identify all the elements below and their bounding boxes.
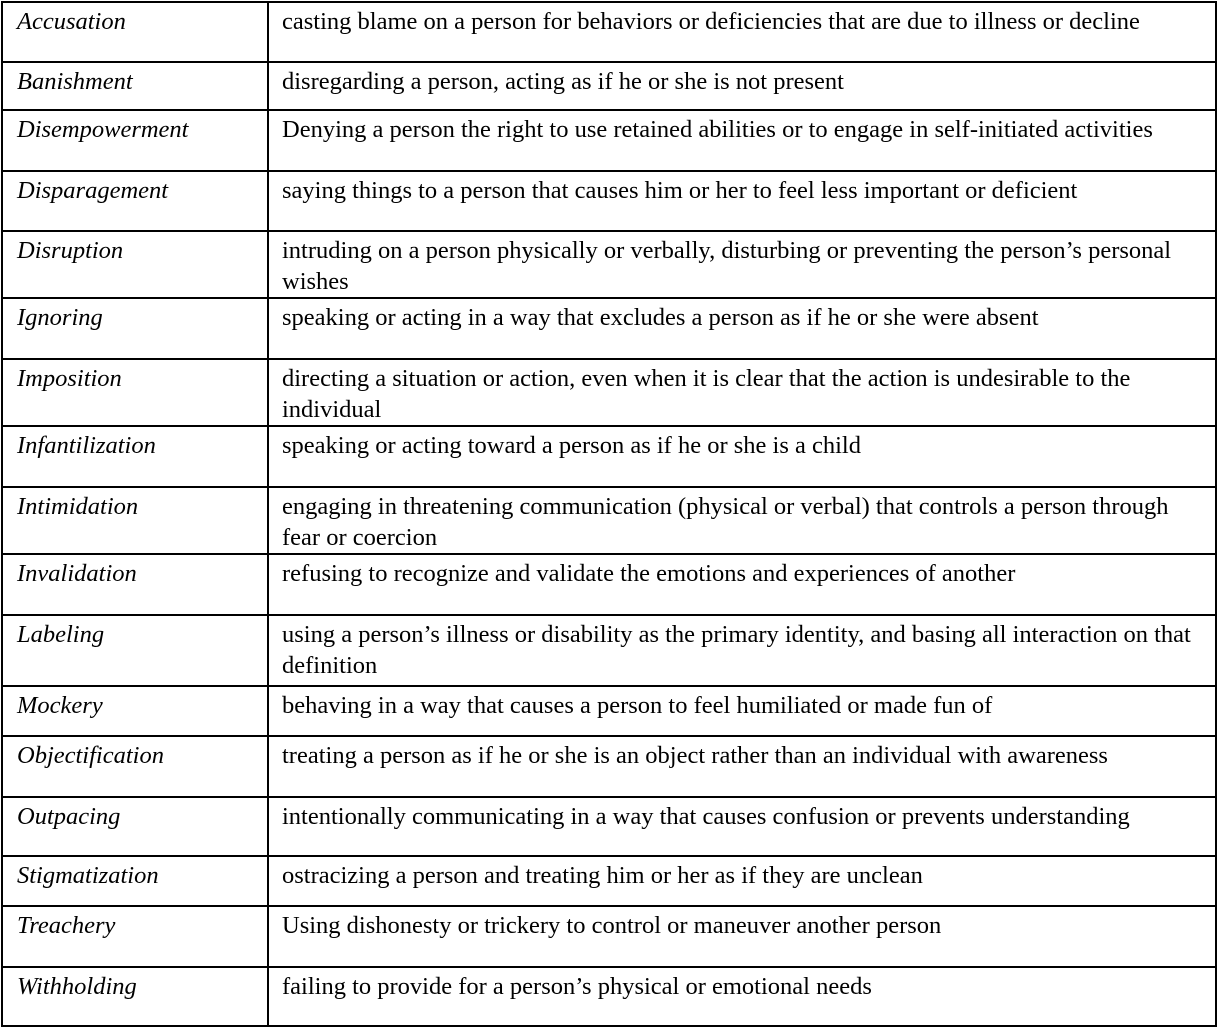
term-text: Invalidation [17, 560, 137, 587]
definition-cell [268, 62, 1216, 110]
definition-cell [268, 171, 1216, 231]
table-row [2, 231, 1216, 298]
definition-text: ostracizing a person and treating him or her as if they are unclean [282, 862, 923, 889]
term-text: Labeling [17, 621, 105, 648]
term-cell [2, 62, 268, 110]
table-row [2, 2, 1216, 62]
term-cell [2, 487, 268, 554]
definition-text: casting blame on a person for behaviors or deficiencies that are due to illness or decline [282, 8, 1140, 35]
definition-cell [268, 426, 1216, 487]
definition-cell [268, 359, 1216, 426]
term-text: Imposition [17, 365, 122, 392]
definition-cell [268, 554, 1216, 615]
definition-cell [268, 797, 1216, 856]
definition-cell [268, 231, 1216, 298]
definition-cell [268, 736, 1216, 797]
definition-cell [268, 298, 1216, 359]
term-cell [2, 736, 268, 797]
term-text: Outpacing [17, 803, 121, 830]
term-text: Disruption [17, 237, 124, 264]
term-cell [2, 615, 268, 686]
table-row [2, 426, 1216, 487]
definition-text: directing a situation or action, even when it is clear that the action is undesirable to the individual [282, 365, 1131, 423]
definition-text: intentionally communicating in a way that causes confusion or prevents understanding [282, 803, 1130, 830]
table-row [2, 171, 1216, 231]
definition-cell [268, 487, 1216, 554]
definition-text: speaking or acting in a way that excludes a person as if he or she were absent [282, 304, 1039, 331]
table-row [2, 487, 1216, 554]
definition-text: using a person’s illness or disability as the primary identity, and basing all interaction on that definition [282, 621, 1191, 679]
term-cell [2, 2, 268, 62]
table-row [2, 359, 1216, 426]
definition-cell [268, 686, 1216, 736]
definition-cell [268, 856, 1216, 906]
term-cell [2, 110, 268, 171]
table-row [2, 856, 1216, 906]
definition-text: failing to provide for a person’s physical or emotional needs [282, 973, 872, 1000]
term-cell [2, 359, 268, 426]
definition-text: speaking or acting toward a person as if he or she is a child [282, 432, 861, 459]
definition-cell [268, 967, 1216, 1026]
term-cell [2, 426, 268, 487]
term-cell [2, 856, 268, 906]
term-cell [2, 171, 268, 231]
term-cell [2, 298, 268, 359]
term-text: Disparagement [17, 177, 169, 204]
definition-cell [268, 110, 1216, 171]
definition-text: engaging in threatening communication (physical or verbal) that controls a person through fear or coercion [282, 493, 1169, 551]
definition-text: treating a person as if he or she is an object rather than an individual with awareness [282, 742, 1108, 769]
definition-cell [268, 615, 1216, 686]
term-cell [2, 967, 268, 1026]
definition-text: disregarding a person, acting as if he or she is not present [282, 68, 844, 95]
term-text: Intimidation [17, 493, 139, 520]
table-row [2, 906, 1216, 967]
definition-text: Using dishonesty or trickery to control or maneuver another person [282, 912, 942, 939]
term-cell [2, 231, 268, 298]
term-cell [2, 797, 268, 856]
term-text: Banishment [17, 68, 133, 95]
term-text: Disempowerment [17, 116, 189, 143]
definitions-table-container [1, 1, 1217, 1027]
term-text: Withholding [17, 973, 137, 1000]
table-row [2, 62, 1216, 110]
definitions-table [1, 1, 1217, 1027]
term-cell [2, 554, 268, 615]
definition-text: intruding on a person physically or verbally, disturbing or preventing the person’s personal wishes [282, 237, 1172, 295]
table-row [2, 615, 1216, 686]
table-row [2, 298, 1216, 359]
table-row [2, 554, 1216, 615]
table-row [2, 736, 1216, 797]
term-text: Stigmatization [17, 862, 159, 889]
definition-text: saying things to a person that causes him or her to feel less important or deficient [282, 177, 1078, 204]
term-text: Objectification [17, 742, 164, 769]
term-text: Infantilization [17, 432, 156, 459]
term-text: Accusation [17, 8, 126, 35]
table-row [2, 967, 1216, 1026]
table-row [2, 797, 1216, 856]
term-cell [2, 906, 268, 967]
table-row [2, 686, 1216, 736]
definition-text: Denying a person the right to use retained abilities or to engage in self-initiated activities [282, 116, 1153, 143]
term-cell [2, 686, 268, 736]
term-text: Mockery [17, 692, 103, 719]
definition-cell [268, 2, 1216, 62]
term-text: Ignoring [17, 304, 103, 331]
definition-cell [268, 906, 1216, 967]
definition-text: refusing to recognize and validate the emotions and experiences of another [282, 560, 1016, 587]
table-row [2, 110, 1216, 171]
definition-text: behaving in a way that causes a person to feel humiliated or made fun of [282, 692, 993, 719]
term-text: Treachery [17, 912, 116, 939]
